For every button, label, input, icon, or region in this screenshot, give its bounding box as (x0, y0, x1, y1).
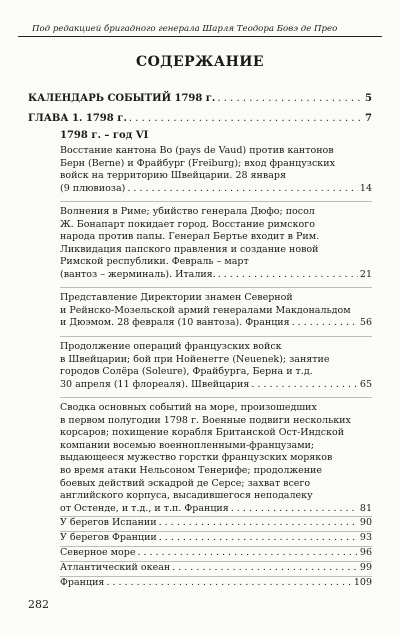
entry-line: (вантоз – жерминаль). Италия. (60, 268, 216, 280)
subentry-label: У берегов Франции (60, 532, 157, 543)
dot-leader (172, 562, 358, 575)
entry-line: и Дюэмом. 28 февраля (10 вантоза). Франция (60, 317, 290, 329)
entry-line: войск на территорию Швейцарии. 28 января (60, 170, 286, 182)
toc-item-label: ГЛАВА 1. 1798 г. (28, 113, 127, 124)
entry-line: в Швейцарии; бой при Нойенегге (Neuenek); занятие (60, 353, 330, 365)
subentry-page: 96 (359, 547, 372, 558)
dot-leader (218, 269, 358, 282)
subentry-label: У берегов Испании (60, 517, 157, 528)
toc-item-page: 5 (365, 93, 372, 104)
toc-subentry[interactable] (60, 562, 372, 575)
dot-leader (159, 532, 358, 545)
entry-line: 30 апреля (11 флореаля). Швейцария (60, 378, 250, 390)
entry-page: 56 (359, 317, 372, 329)
entry-line: во время атаки Нельсоном Тенерифе; продолжение (60, 464, 323, 476)
entry-page: 21 (359, 268, 372, 280)
subentry-label: Северное море (60, 547, 136, 558)
toc-item-calendar[interactable] (28, 92, 372, 106)
entry-line: в первом полугодии 1798 г. Военные подвиги нескольких (60, 414, 351, 426)
entry-last-line (60, 317, 372, 330)
toc-item-label: КАЛЕНДАРЬ СОБЫТИЙ 1798 г. (28, 93, 216, 104)
entry-divider (60, 397, 372, 398)
section-subheading (60, 130, 372, 143)
toc-subentry[interactable] (60, 577, 372, 590)
entry-line: боевых действий эскадрой де Серсе; захват всего (60, 477, 311, 489)
toc-subentry[interactable] (60, 532, 372, 545)
dot-leader (251, 379, 358, 392)
subentry-page: 99 (359, 562, 372, 573)
toc-subentry[interactable] (60, 517, 372, 530)
entry-line: народа против папы. Генерал Бертье входит в Рим. (60, 231, 320, 243)
entry-last-line (60, 503, 372, 516)
entry-divider (60, 287, 372, 288)
entry-line: компании восемью военнопленными-французами; (60, 439, 315, 451)
entry-line: Представление Директории знамен Северной (60, 292, 293, 303)
entry-last-line (60, 269, 372, 282)
entry-line: Ликвидация папского правления и создание новой (60, 243, 319, 255)
running-head: Под редакцией бригадного генерала Шарля Теодора Бовэ де Прео (18, 22, 382, 37)
toc-subentry[interactable] (60, 547, 372, 560)
dot-leader (217, 92, 363, 106)
entry-line: Восстание кантона Во (pays de Vaud) против кантонов (60, 145, 334, 156)
subentry-page: 93 (359, 532, 372, 543)
dot-leader (159, 517, 358, 530)
toc-item-chapter-1[interactable] (28, 112, 372, 126)
dot-leader (129, 112, 363, 126)
year-subheading: 1798 г. – год VI (60, 130, 149, 141)
entry-divider (60, 201, 372, 202)
entry-page: 81 (359, 502, 372, 514)
subentry-label: Атлантический океан (60, 562, 171, 573)
entry-page: 65 (359, 378, 372, 390)
dot-leader (292, 317, 358, 330)
entry-last-line (60, 183, 372, 196)
entry-line: Продолжение операций французских войск (60, 341, 282, 352)
dot-leader (127, 183, 358, 196)
toc-item-page: 7 (365, 113, 372, 124)
dot-leader (231, 503, 358, 516)
entry-line: Берн (Berne) и Фрайбург (Freiburg); вход французских (60, 157, 335, 169)
entry-line: Волнения в Риме; убийство генерала Дюфо; посол (60, 206, 315, 217)
subentry-page: 90 (359, 517, 372, 528)
entry-line: (9 плювиоза) (60, 182, 126, 194)
entry-line: Сводка основных событий на море, произошедших (60, 402, 317, 413)
entry-line: городов Солёра (Soleure), Фрайбурга, Берна и т.д. (60, 366, 313, 378)
entry-line: английского корпуса, высадившегося неподалеку (60, 490, 313, 502)
entry-line: корсаров; похищение корабля Британской Ост-Индской (60, 427, 345, 439)
entry-last-line (60, 379, 372, 392)
entry-line: выдающееся мужество горстки французских моряков (60, 452, 333, 464)
entry-line: от Остенде, и т.д., и т.п. Франция (60, 502, 229, 514)
dot-leader (106, 577, 351, 590)
toc-entry[interactable] (60, 145, 372, 195)
page-title: СОДЕРЖАНИЕ (136, 54, 264, 70)
toc-entry[interactable] (60, 402, 372, 515)
entry-page: 14 (359, 182, 372, 194)
entry-line: и Рейнско-Мозельской армий генералами Макдональдом (60, 304, 351, 316)
toc-entry[interactable] (60, 206, 372, 282)
dot-leader (137, 547, 357, 560)
entry-line: Ж. Бонапарт покидает город. Восстание римского (60, 218, 315, 230)
subentry-label: Франция (60, 577, 105, 588)
entry-divider (60, 336, 372, 337)
entry-line: Римской республики. Февраль – март (60, 256, 249, 268)
subentry-page: 109 (353, 577, 372, 588)
page-number: 282 (28, 598, 49, 611)
toc-entry[interactable] (60, 341, 372, 391)
toc-entry[interactable] (60, 292, 372, 330)
